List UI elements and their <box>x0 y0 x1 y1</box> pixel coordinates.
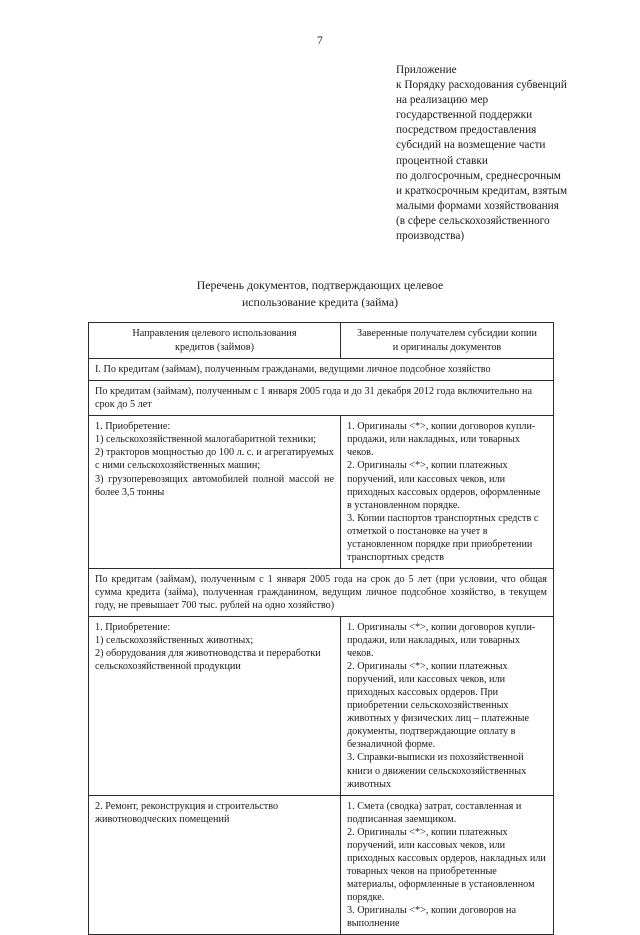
table-row-section-heading <box>89 359 554 381</box>
table-header-row <box>89 323 554 359</box>
row-2-left-intro: 1. Приобретение: <box>95 621 171 633</box>
appendix-line: процентной ставки <box>396 154 488 167</box>
table-row <box>89 416 554 569</box>
table-row <box>89 616 554 795</box>
header-line: Направления целевого использования <box>132 328 297 339</box>
row-3-right-cell <box>341 795 554 934</box>
appendix-line: (в сфере сельскохозяйственного <box>396 214 550 227</box>
row-3-right-item-3: 3. Оригиналы <*>, копии договоров на выполнение <box>347 904 517 930</box>
documents-table <box>88 322 554 935</box>
appendix-line: и краткосрочным кредитам, взятым <box>396 184 568 197</box>
header-line: кредитов (займов) <box>175 341 254 353</box>
row-3-right-item-1: 1. Смета (сводка) затрат, составленная и подписанная заемщиком. <box>347 800 522 825</box>
page-title-line: использование кредита (займа) <box>241 295 399 309</box>
row-1-left-cell <box>89 416 341 569</box>
row-1-left-item-3: 3) грузоперевозящих автомобилей полной массой не более 3,5 тонны <box>95 473 334 498</box>
row-3-left-cell <box>89 795 341 934</box>
section-heading-cell <box>89 359 554 381</box>
row-1-left-intro: 1. Приобретение: <box>95 421 171 433</box>
appendix-line: Приложение <box>396 64 457 76</box>
appendix-line: к Порядку расходования субвенций <box>396 79 567 92</box>
table-header-cell-left <box>89 323 341 359</box>
row-2-left-item-2: 2) оборудования для животноводства и переработки сельскохозяйственной продукции <box>95 648 321 673</box>
appendix-header-block <box>396 63 620 244</box>
table-row <box>89 795 554 934</box>
table-row-subsection-heading <box>89 568 554 616</box>
appendix-line: посредством предоставления <box>396 124 537 137</box>
row-3-right-item-2: 2. Оригиналы <*>, копии платежных поручений, или кассовых чеков, или приходных кассовых ордеров, накладных или товарных чеков на приобретенные материалы, оформленные в установленном порядке. <box>347 826 546 903</box>
appendix-line: на реализацию мер <box>396 94 489 107</box>
row-1-right-item-2: 2. Оригиналы <*>, копии платежных поручений, или кассовых чеков, или приходных кассовых ордеров, оформленные в установленном порядке. <box>347 460 541 511</box>
page-title <box>70 277 570 311</box>
appendix-line: субсидий на возмещение части <box>396 139 546 152</box>
subsection-heading-cell <box>89 381 554 416</box>
section-heading-text: I. По кредитам (займам), полученным гражданами, ведущими личное подсобное хозяйство <box>95 364 491 376</box>
row-2-right-item-3: 3. Справки-выписки из похозяйственной книги о движении сельскохозяйственных животных <box>347 752 527 790</box>
row-1-left-item-1: 1) сельскохозяйственной малогабаритной техники; <box>95 434 317 446</box>
appendix-line: малыми формами хозяйствования <box>396 199 559 212</box>
row-1-right-item-1: 1. Оригиналы <*>, копии договоров купли-продажи, или накладных, или товарных чеков. <box>347 421 536 459</box>
appendix-line: производства) <box>396 230 465 243</box>
page-number: 7 <box>317 35 323 47</box>
table-header-cell-right <box>341 323 554 359</box>
row-1-right-item-3: 3. Копии паспортов транспортных средств с отметкой о постановке на учет в установленном порядке при приобретении транспортных средств <box>347 512 539 563</box>
table-row-subsection-heading <box>89 381 554 416</box>
row-2-left-cell <box>89 616 341 795</box>
row-1-right-cell <box>341 416 554 569</box>
header-line: и оригиналы документов <box>392 341 502 353</box>
header-line: Заверенные получателем субсидии копии <box>357 328 537 339</box>
row-2-right-cell <box>341 616 554 795</box>
appendix-line: по долгосрочным, среднесрочным <box>396 169 561 182</box>
row-1-left-item-2: 2) тракторов мощностью до 100 л. с. и агрегатируемых с ними сельскохозяйственных машин; <box>95 447 334 472</box>
row-3-left-item-1: 2. Ремонт, реконструкция и строительство животноводческих помещений <box>95 800 279 825</box>
subsection-2-heading-cell <box>89 568 554 616</box>
row-2-right-item-2: 2. Оригиналы <*>, копии платежных поручений, или кассовых чеков, или приходных кассовых ордеров. При приобретении сельскохозяйственных животных у физических лиц – платежные документы, подтверждающие оплату в безналичной форме. <box>347 661 530 751</box>
subsection-2-heading-text: По кредитам (займам), полученным с 1 января 2005 года на срок до 5 лет (при условии, что общая сумма кредита (займа), полученная гражданином, ведущим личное подсобное хозяйство, в текущем году, не превышает 700 тыс. рублей на одно хозяйство) <box>95 573 547 611</box>
appendix-line: государственной поддержки <box>396 109 533 122</box>
page-title-line: Перечень документов, подтверждающих целевое <box>196 278 444 292</box>
row-2-left-item-1: 1) сельскохозяйственных животных; <box>95 635 254 647</box>
subsection-heading-text: По кредитам (займам), полученным с 1 января 2005 года и до 31 декабря 2012 года включительно на срок до 5 лет <box>95 386 533 411</box>
row-2-right-item-1: 1. Оригиналы <*>, копии договоров купли-продажи, или накладных, или товарных чеков. <box>347 621 536 660</box>
